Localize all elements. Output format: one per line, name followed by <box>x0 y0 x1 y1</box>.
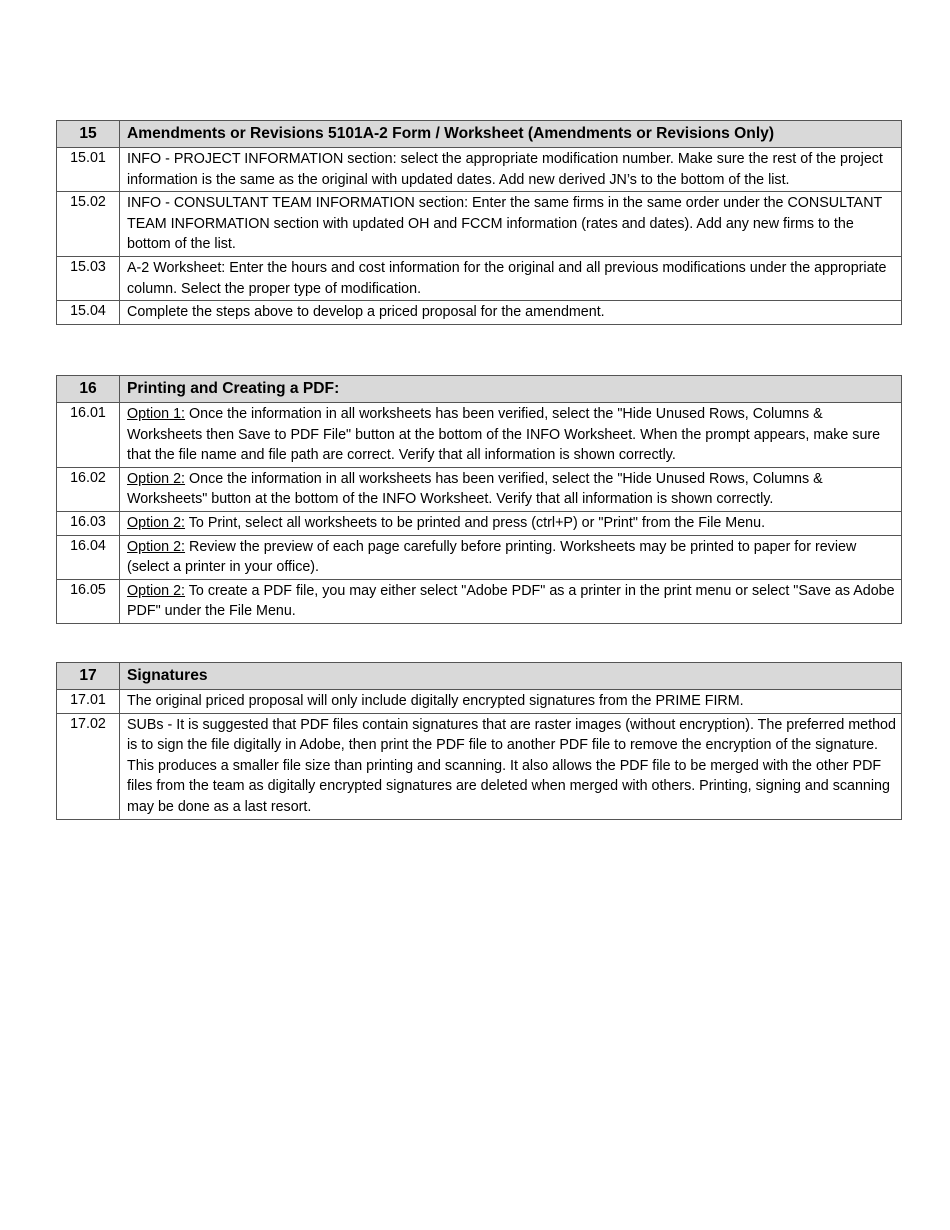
step-text <box>120 511 902 535</box>
section-title: Printing and Creating a PDF: <box>120 376 902 403</box>
step-number: 17.02 <box>57 713 120 819</box>
table-row <box>57 192 902 257</box>
table-row <box>57 535 902 579</box>
step-number: 15.04 <box>57 301 120 325</box>
table-row <box>57 690 902 714</box>
table-row <box>57 467 902 511</box>
step-number: 15.01 <box>57 148 120 192</box>
option-label: Option 2: <box>127 582 186 599</box>
section-header <box>57 663 902 690</box>
step-text: INFO - CONSULTANT TEAM INFORMATION section: Enter the same firms in the same order under the CONSULTANT TEAM INFORMATION section with updated OH and FCCM information (rates and dates). Add any new firms to the bottom of the list. <box>120 192 902 257</box>
option-label: Option 1: <box>127 406 186 422</box>
section-header <box>57 376 902 403</box>
step-text <box>120 535 902 579</box>
step-body: To Print, select all worksheets to be printed and press (ctrl+P) or "Print" from the File Menu. <box>185 514 766 531</box>
table-row <box>57 256 902 300</box>
option-label: Option 2: <box>127 514 186 531</box>
section-title: Signatures <box>120 663 902 690</box>
section-title: Amendments or Revisions 5101A-2 Form / Worksheet (Amendments or Revisions Only) <box>120 121 902 148</box>
section-number: 15 <box>57 121 120 148</box>
step-number: 15.02 <box>57 192 120 257</box>
table-row <box>57 511 902 535</box>
step-body: Once the information in all worksheets has been verified, select the "Hide Unused Rows, Columns & Worksheets" button at the bottom of the INFO Worksheet. Verify that all information is shown correctly. <box>127 470 823 508</box>
step-text <box>120 403 902 468</box>
table-row <box>57 579 902 623</box>
table-row <box>57 403 902 468</box>
section-17-table <box>56 662 902 820</box>
step-number: 16.05 <box>57 579 120 623</box>
section-number: 16 <box>57 376 120 403</box>
step-number: 16.03 <box>57 511 120 535</box>
step-text <box>120 467 902 511</box>
step-text: Complete the steps above to develop a priced proposal for the amendment. <box>120 301 902 325</box>
step-number: 17.01 <box>57 690 120 714</box>
section-header <box>57 121 902 148</box>
section-number: 17 <box>57 663 120 690</box>
option-label: Option 2: <box>127 470 186 487</box>
step-text: A-2 Worksheet: Enter the hours and cost information for the original and all previous modifications under the appropriate column. Select the proper type of modification. <box>120 256 902 300</box>
table-row <box>57 148 902 192</box>
step-text: The original priced proposal will only include digitally encrypted signatures from the PRIME FIRM. <box>120 690 902 714</box>
section-15-table <box>56 120 902 325</box>
section-16-table <box>56 375 902 624</box>
table-row <box>57 713 902 819</box>
step-body: Once the information in all worksheets has been verified, select the "Hide Unused Rows, Columns & Worksheets then Save to PDF File" button at the bottom of the INFO Worksheet. When the prompt appears, make sure that the file name and file path are correct. Verify that all information is shown correctly. <box>127 406 881 464</box>
table-row <box>57 301 902 325</box>
step-text: SUBs - It is suggested that PDF files contain signatures that are raster images (without encryption). The preferred method is to sign the file digitally in Adobe, then print the PDF file to another PDF file to remove the encryption of the signature. This produces a smaller file size than printing and scanning. It also allows the PDF file to be merged with the other PDF files from the team as digitally encrypted signatures are deleted when merged with others. Printing, signing and scanning may be done as a last resort. <box>120 713 902 819</box>
step-text <box>120 579 902 623</box>
step-number: 15.03 <box>57 256 120 300</box>
step-body: Review the preview of each page carefully before printing. Worksheets may be printed to paper for review (select a printer in your office). <box>127 538 857 576</box>
step-number: 16.02 <box>57 467 120 511</box>
step-body: To create a PDF file, you may either select "Adobe PDF" as a printer in the print menu or select "Save as Adobe PDF" under the File Menu. <box>127 582 895 620</box>
option-label: Option 2: <box>127 538 186 555</box>
step-number: 16.01 <box>57 403 120 468</box>
step-text: INFO - PROJECT INFORMATION section: select the appropriate modification number. Make sure the rest of the project information is the same as the original with updated dates. Add new derived JN’s to the bottom of the list. <box>120 148 902 192</box>
step-number: 16.04 <box>57 535 120 579</box>
